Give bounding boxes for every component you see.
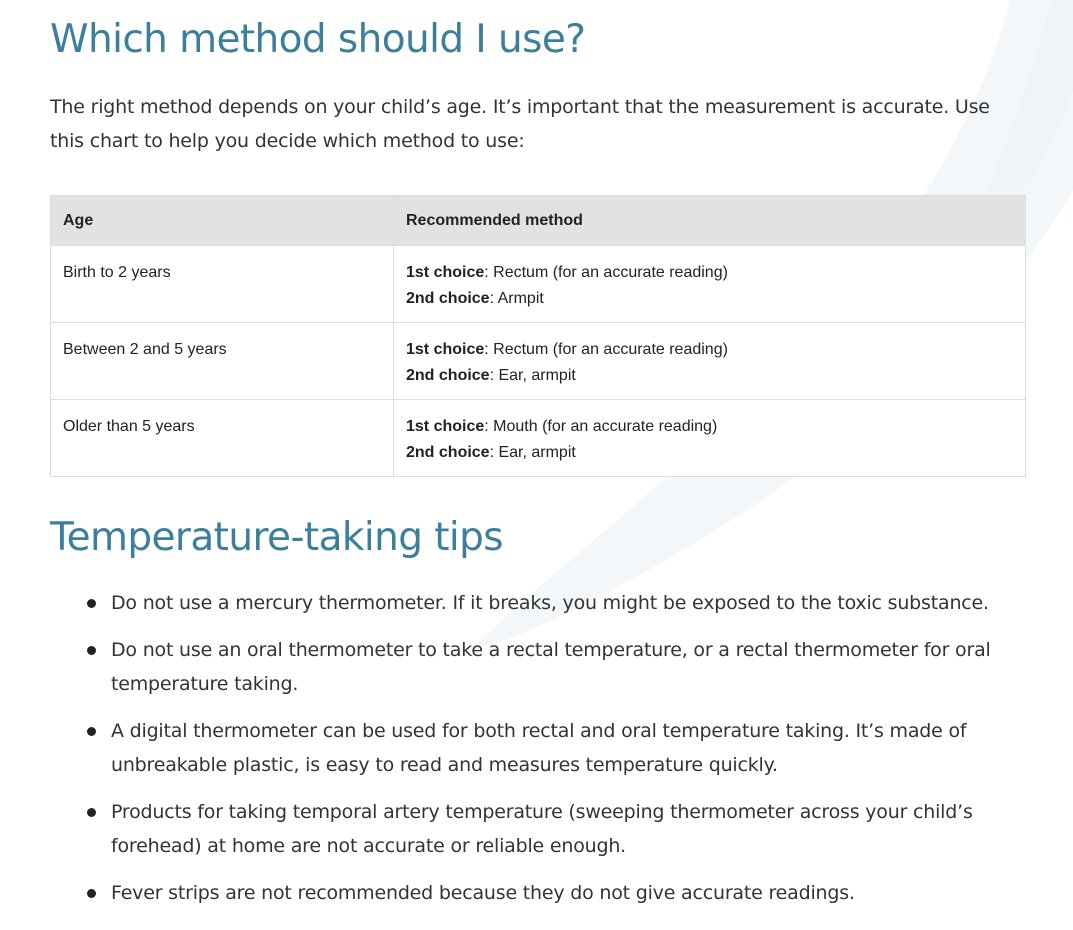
bullet-icon (87, 646, 96, 655)
table-header-row (51, 196, 1026, 246)
age-cell: Birth to 2 years (51, 246, 394, 323)
bullet-icon (87, 808, 96, 817)
age-cell: Older than 5 years (51, 400, 394, 477)
first-choice-value: : Mouth (for an accurate reading) (484, 418, 718, 435)
table-row (51, 400, 1026, 477)
article-content (50, 0, 1026, 923)
table-row (51, 246, 1026, 323)
method-table (50, 195, 1026, 477)
first-choice-label: 1st choice (406, 418, 485, 435)
tips-section-title: Temperature-taking tips (50, 515, 504, 560)
method-cell (394, 246, 1026, 323)
header-recommended-method: Recommended method (394, 196, 1026, 246)
list-item (50, 633, 1026, 701)
page-title: Which method should I use? (50, 17, 586, 62)
age-cell: Between 2 and 5 years (51, 323, 394, 400)
first-choice-value: : Rectum (for an accurate reading) (484, 341, 728, 358)
first-choice-line (406, 414, 1013, 440)
second-choice-value: : Armpit (489, 290, 544, 307)
header-age: Age (51, 196, 394, 246)
bullet-icon (87, 889, 96, 898)
second-choice-label: 2nd choice (406, 444, 490, 461)
tip-text: A digital thermometer can be used for both rectal and oral temperature taking. It’s made of unbreakable plastic, is easy to read and measures temperature quickly. (111, 720, 967, 776)
first-choice-line (406, 337, 1013, 363)
second-choice-label: 2nd choice (406, 290, 490, 307)
bullet-icon (87, 599, 96, 608)
method-cell (394, 400, 1026, 477)
second-choice-label: 2nd choice (406, 367, 490, 384)
second-choice-value: : Ear, armpit (489, 367, 576, 384)
tip-text: Do not use an oral thermometer to take a rectal temperature, or a rectal thermometer for oral temperature taking. (111, 639, 991, 695)
list-item (50, 876, 1026, 910)
first-choice-value: : Rectum (for an accurate reading) (484, 264, 728, 281)
first-choice-label: 1st choice (406, 341, 485, 358)
table-row (51, 323, 1026, 400)
tip-text: Products for taking temporal artery temperature (sweeping thermometer across your child’s forehead) at home are not accurate or reliable enough. (111, 801, 973, 857)
bullet-icon (87, 727, 96, 736)
intro-paragraph: The right method depends on your child’s age. It’s important that the measurement is accurate. Use this chart to help you decide which method to use: (50, 96, 990, 152)
second-choice-line (406, 440, 1013, 466)
tips-list (50, 586, 1026, 910)
list-item (50, 714, 1026, 782)
first-choice-line (406, 260, 1013, 286)
second-choice-value: : Ear, armpit (489, 444, 576, 461)
list-item (50, 795, 1026, 863)
tip-text: Fever strips are not recommended because they do not give accurate readings. (111, 882, 855, 904)
second-choice-line (406, 286, 1013, 312)
second-choice-line (406, 363, 1013, 389)
method-cell (394, 323, 1026, 400)
first-choice-label: 1st choice (406, 264, 485, 281)
list-item (50, 586, 1026, 620)
tip-text: Do not use a mercury thermometer. If it breaks, you might be exposed to the toxic substance. (111, 592, 989, 614)
